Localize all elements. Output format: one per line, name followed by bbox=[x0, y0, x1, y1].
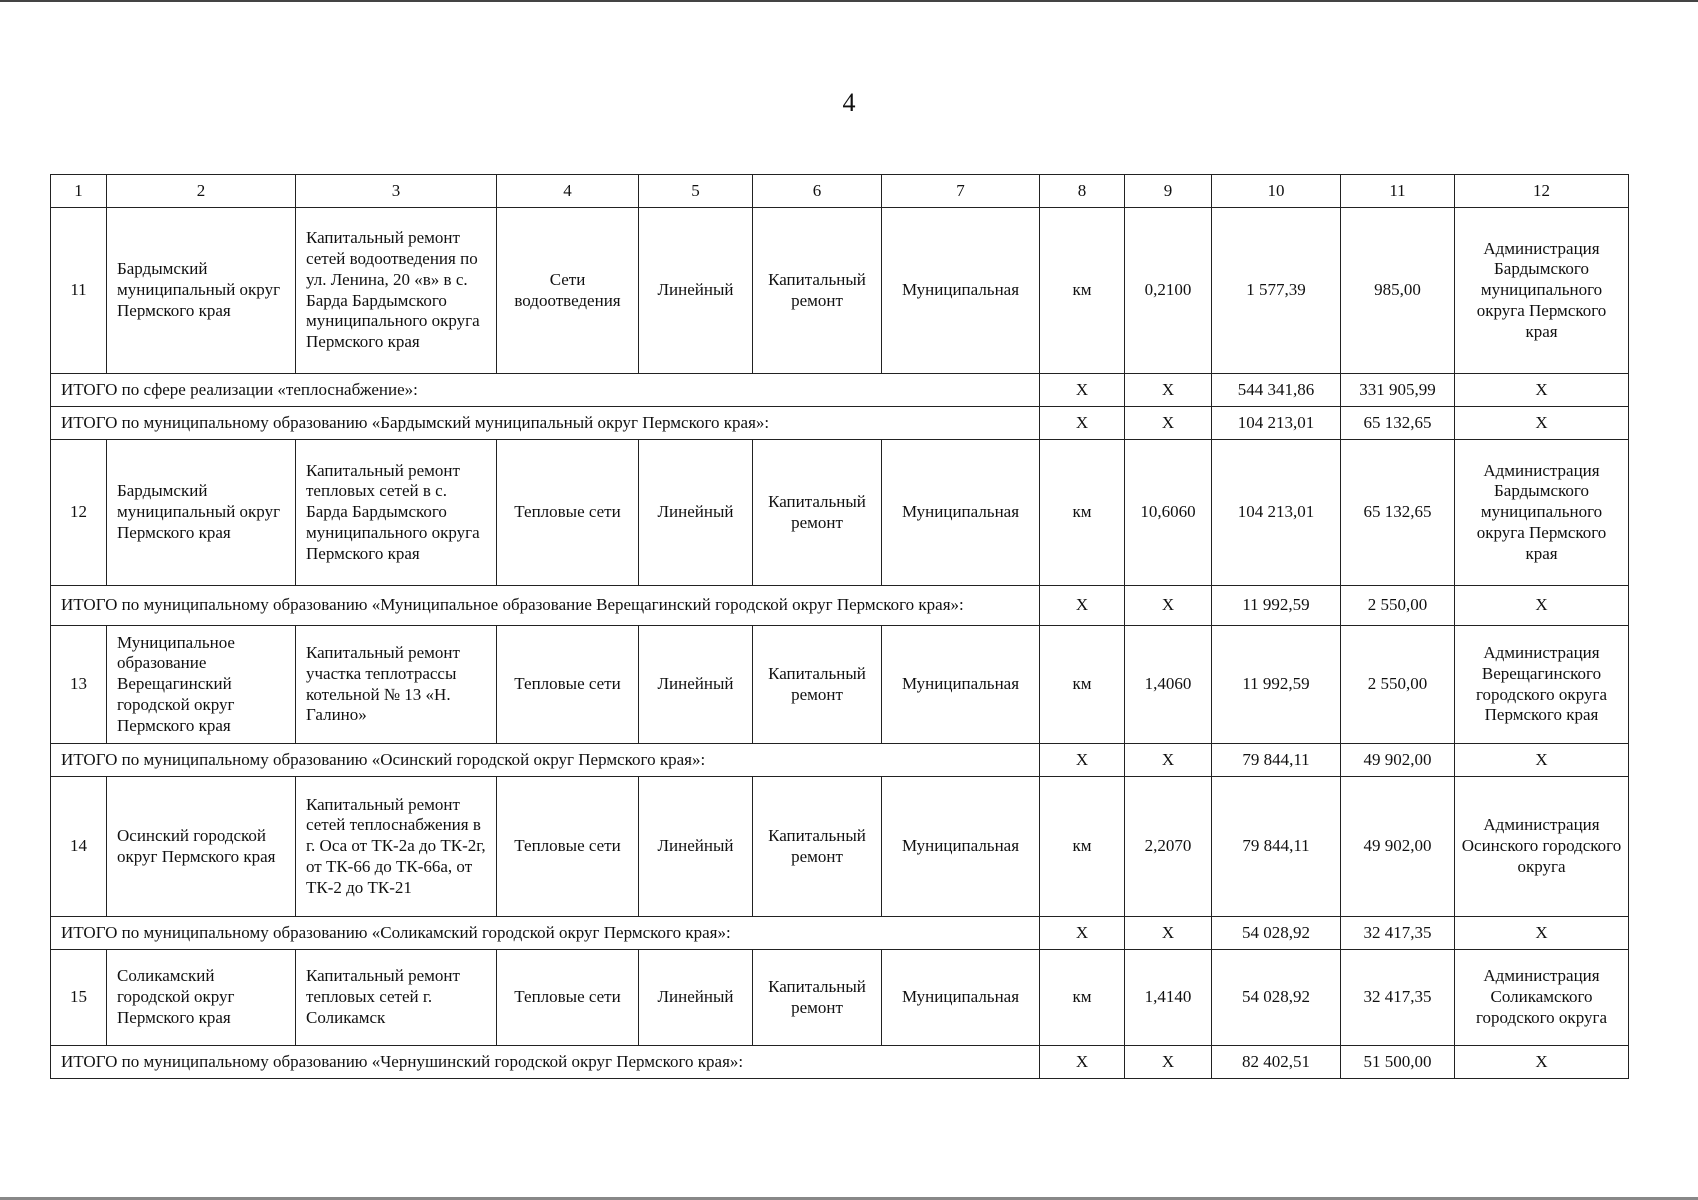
municipality-cell: Муниципальное образование Верещагинский городской округ Пермского края bbox=[107, 626, 296, 744]
total-col-10: 104 213,01 bbox=[1212, 407, 1341, 440]
column-number-row bbox=[51, 175, 1629, 208]
table-row bbox=[51, 777, 1629, 917]
unit-cell: км bbox=[1040, 440, 1125, 586]
scan-edge-top bbox=[0, 0, 1698, 2]
total-label: ИТОГО по сфере реализации «теплоснабжение»: bbox=[51, 374, 1040, 407]
cost-total-cell: 79 844,11 bbox=[1212, 777, 1341, 917]
quantity-cell: 2,2070 bbox=[1125, 777, 1212, 917]
work-type-cell: Капитальный ремонт bbox=[753, 626, 882, 744]
ownership-cell: Муниципальная bbox=[882, 777, 1040, 917]
header-cell: 2 bbox=[107, 175, 296, 208]
table-row bbox=[51, 626, 1629, 744]
table-row bbox=[51, 208, 1629, 374]
work-type-cell: Капитальный ремонт bbox=[753, 777, 882, 917]
customer-cell: Администрация Верещагинского городского округа Пермского края bbox=[1455, 626, 1629, 744]
total-row bbox=[51, 374, 1629, 407]
total-col-12: X bbox=[1455, 374, 1629, 407]
cost-budget-cell: 985,00 bbox=[1341, 208, 1455, 374]
data-table bbox=[50, 174, 1629, 1079]
object-kind-cell: Линейный bbox=[639, 777, 753, 917]
total-col-10: 11 992,59 bbox=[1212, 586, 1341, 626]
header-cell: 4 bbox=[497, 175, 639, 208]
object-kind-cell: Линейный bbox=[639, 440, 753, 586]
customer-cell: Администрация Соликамского городского округа bbox=[1455, 950, 1629, 1046]
total-col-9: X bbox=[1125, 586, 1212, 626]
total-row bbox=[51, 1046, 1629, 1079]
unit-cell: км bbox=[1040, 777, 1125, 917]
total-col-12: X bbox=[1455, 744, 1629, 777]
work-description-cell: Капитальный ремонт тепловых сетей в с. Барда Бардымского муниципального округа Пермского края bbox=[296, 440, 497, 586]
header-cell: 12 bbox=[1455, 175, 1629, 208]
cost-total-cell: 1 577,39 bbox=[1212, 208, 1341, 374]
total-col-8: X bbox=[1040, 744, 1125, 777]
municipality-cell: Осинский городской округ Пермского края bbox=[107, 777, 296, 917]
header-cell: 3 bbox=[296, 175, 497, 208]
quantity-cell: 1,4140 bbox=[1125, 950, 1212, 1046]
table-row bbox=[51, 950, 1629, 1046]
total-col-12: X bbox=[1455, 586, 1629, 626]
cost-total-cell: 54 028,92 bbox=[1212, 950, 1341, 1046]
total-col-11: 331 905,99 bbox=[1341, 374, 1455, 407]
unit-cell: км bbox=[1040, 626, 1125, 744]
object-kind-cell: Линейный bbox=[639, 208, 753, 374]
total-label: ИТОГО по муниципальному образованию «Чернушинский городской округ Пермского края»: bbox=[51, 1046, 1040, 1079]
total-col-11: 2 550,00 bbox=[1341, 586, 1455, 626]
work-type-cell: Капитальный ремонт bbox=[753, 950, 882, 1046]
cost-total-cell: 11 992,59 bbox=[1212, 626, 1341, 744]
ownership-cell: Муниципальная bbox=[882, 440, 1040, 586]
object-type-cell: Сети водоотведения bbox=[497, 208, 639, 374]
row-number: 15 bbox=[51, 950, 107, 1046]
customer-cell: Администрация Осинского городского округа bbox=[1455, 777, 1629, 917]
work-type-cell: Капитальный ремонт bbox=[753, 208, 882, 374]
municipality-cell: Бардымский муниципальный округ Пермского края bbox=[107, 440, 296, 586]
table-row bbox=[51, 440, 1629, 586]
total-col-8: X bbox=[1040, 586, 1125, 626]
cost-budget-cell: 2 550,00 bbox=[1341, 626, 1455, 744]
row-number: 12 bbox=[51, 440, 107, 586]
work-type-cell: Капитальный ремонт bbox=[753, 440, 882, 586]
total-col-10: 544 341,86 bbox=[1212, 374, 1341, 407]
total-col-11: 49 902,00 bbox=[1341, 744, 1455, 777]
total-label: ИТОГО по муниципальному образованию «Соликамский городской округ Пермского края»: bbox=[51, 917, 1040, 950]
page-number: 4 bbox=[842, 88, 856, 117]
total-col-9: X bbox=[1125, 407, 1212, 440]
total-col-9: X bbox=[1125, 1046, 1212, 1079]
customer-cell: Администрация Бардымского муниципального округа Пермского края bbox=[1455, 208, 1629, 374]
total-col-8: X bbox=[1040, 917, 1125, 950]
total-label: ИТОГО по муниципальному образованию «Муниципальное образование Верещагинский городской округ Пермского края»: bbox=[51, 586, 1040, 626]
ownership-cell: Муниципальная bbox=[882, 950, 1040, 1046]
municipality-cell: Соликамский городской округ Пермского края bbox=[107, 950, 296, 1046]
header-cell: 10 bbox=[1212, 175, 1341, 208]
total-col-10: 54 028,92 bbox=[1212, 917, 1341, 950]
customer-cell: Администрация Бардымского муниципального округа Пермского края bbox=[1455, 440, 1629, 586]
header-cell: 7 bbox=[882, 175, 1040, 208]
total-col-10: 82 402,51 bbox=[1212, 1046, 1341, 1079]
object-kind-cell: Линейный bbox=[639, 950, 753, 1046]
unit-cell: км bbox=[1040, 950, 1125, 1046]
total-label: ИТОГО по муниципальному образованию «Осинский городской округ Пермского края»: bbox=[51, 744, 1040, 777]
total-col-8: X bbox=[1040, 374, 1125, 407]
header-cell: 6 bbox=[753, 175, 882, 208]
cost-budget-cell: 65 132,65 bbox=[1341, 440, 1455, 586]
header-cell: 9 bbox=[1125, 175, 1212, 208]
quantity-cell: 10,6060 bbox=[1125, 440, 1212, 586]
total-col-8: X bbox=[1040, 407, 1125, 440]
unit-cell: км bbox=[1040, 208, 1125, 374]
total-row bbox=[51, 917, 1629, 950]
total-col-8: X bbox=[1040, 1046, 1125, 1079]
header-cell: 11 bbox=[1341, 175, 1455, 208]
object-kind-cell: Линейный bbox=[639, 626, 753, 744]
header-cell: 1 bbox=[51, 175, 107, 208]
total-col-10: 79 844,11 bbox=[1212, 744, 1341, 777]
total-col-9: X bbox=[1125, 917, 1212, 950]
total-col-12: X bbox=[1455, 917, 1629, 950]
row-number: 11 bbox=[51, 208, 107, 374]
total-col-11: 51 500,00 bbox=[1341, 1046, 1455, 1079]
object-type-cell: Тепловые сети bbox=[497, 950, 639, 1046]
total-col-12: X bbox=[1455, 1046, 1629, 1079]
object-type-cell: Тепловые сети bbox=[497, 777, 639, 917]
quantity-cell: 1,4060 bbox=[1125, 626, 1212, 744]
object-type-cell: Тепловые сети bbox=[497, 440, 639, 586]
ownership-cell: Муниципальная bbox=[882, 208, 1040, 374]
row-number: 13 bbox=[51, 626, 107, 744]
header-cell: 5 bbox=[639, 175, 753, 208]
work-description-cell: Капитальный ремонт сетей теплоснабжения в г. Оса от ТК-2а до ТК-2г, от ТК-66 до ТК-66а, от ТК-2 до ТК-21 bbox=[296, 777, 497, 917]
total-col-12: X bbox=[1455, 407, 1629, 440]
total-row bbox=[51, 586, 1629, 626]
object-type-cell: Тепловые сети bbox=[497, 626, 639, 744]
cost-budget-cell: 32 417,35 bbox=[1341, 950, 1455, 1046]
row-number: 14 bbox=[51, 777, 107, 917]
total-col-9: X bbox=[1125, 374, 1212, 407]
work-description-cell: Капитальный ремонт сетей водоотведения по ул. Ленина, 20 «в» в с. Барда Бардымского муниципального округа Пермского края bbox=[296, 208, 497, 374]
ownership-cell: Муниципальная bbox=[882, 626, 1040, 744]
total-row bbox=[51, 744, 1629, 777]
municipality-cell: Бардымский муниципальный округ Пермского края bbox=[107, 208, 296, 374]
work-description-cell: Капитальный ремонт участка теплотрассы котельной № 13 «Н. Галино» bbox=[296, 626, 497, 744]
total-col-11: 32 417,35 bbox=[1341, 917, 1455, 950]
cost-budget-cell: 49 902,00 bbox=[1341, 777, 1455, 917]
work-description-cell: Капитальный ремонт тепловых сетей г. Соликамск bbox=[296, 950, 497, 1046]
total-col-11: 65 132,65 bbox=[1341, 407, 1455, 440]
header-cell: 8 bbox=[1040, 175, 1125, 208]
total-row bbox=[51, 407, 1629, 440]
total-label: ИТОГО по муниципальному образованию «Бардымский муниципальный округ Пермского края»: bbox=[51, 407, 1040, 440]
cost-total-cell: 104 213,01 bbox=[1212, 440, 1341, 586]
quantity-cell: 0,2100 bbox=[1125, 208, 1212, 374]
total-col-9: X bbox=[1125, 744, 1212, 777]
